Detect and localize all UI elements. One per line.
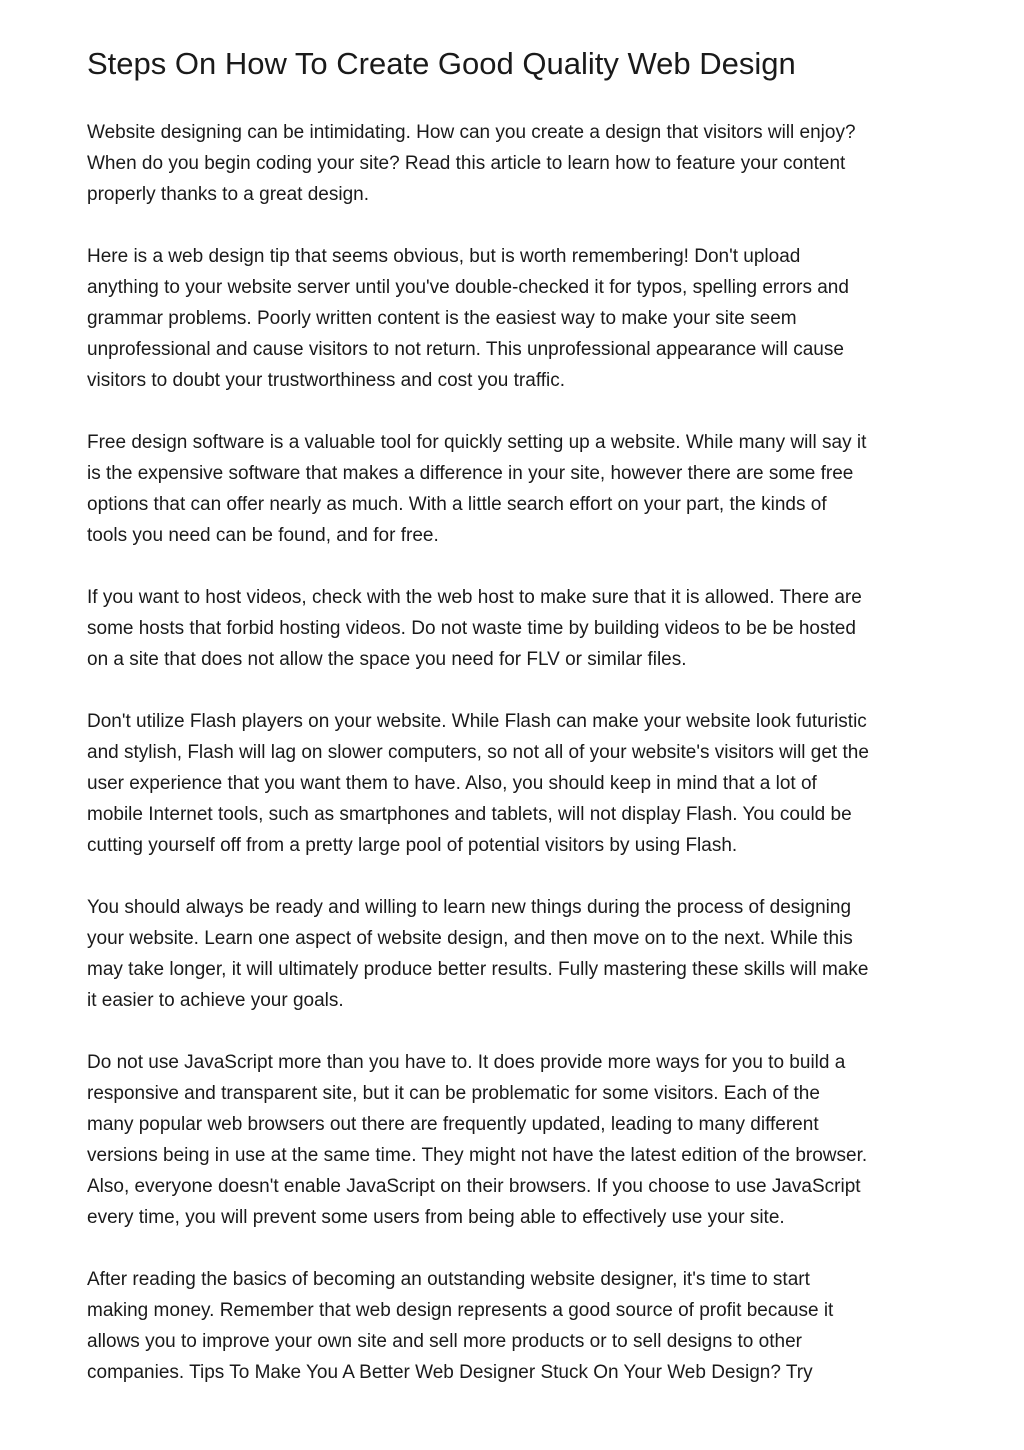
text-line: and stylish, Flash will lag on slower computers, so not all of your website's visitors will get the — [87, 742, 869, 763]
text-line: Also, everyone doesn't enable JavaScript on their browsers. If you choose to use JavaScript — [87, 1176, 861, 1197]
text-line: many popular web browsers out there are frequently updated, leading to many different — [87, 1114, 819, 1135]
text-line: You should always be ready and willing to learn new things during the process of designing — [87, 897, 852, 918]
paragraph-free-software — [87, 427, 947, 551]
paragraph-proofread-tip — [87, 241, 947, 396]
text-line: unprofessional and cause visitors to not return. This unprofessional appearance will cause — [87, 339, 844, 360]
text-line: Free design software is a valuable tool for quickly setting up a website. While many will say it — [87, 432, 867, 453]
document-body — [87, 117, 947, 1388]
text-line: Don't utilize Flash players on your website. While Flash can make your website look futuristic — [87, 711, 867, 732]
text-line: may take longer, it will ultimately produce better results. Fully mastering these skills will make — [87, 959, 869, 980]
text-line: on a site that does not allow the space you need for FLV or similar files. — [87, 649, 687, 670]
text-line: anything to your website server until you've double-checked it for typos, spelling errors and — [87, 277, 849, 298]
text-line: versions being in use at the same time. They might not have the latest edition of the browser. — [87, 1145, 868, 1166]
paragraph-intro — [87, 117, 947, 210]
text-line: properly thanks to a great design. — [87, 184, 370, 205]
text-line: making money. Remember that web design represents a good source of profit because it — [87, 1300, 834, 1321]
text-line: it easier to achieve your goals. — [87, 990, 344, 1011]
text-line: If you want to host videos, check with the web host to make sure that it is allowed. There are — [87, 587, 862, 608]
text-line: Here is a web design tip that seems obvious, but is worth remembering! Don't upload — [87, 246, 801, 267]
text-line: every time, you will prevent some users from being able to effectively use your site. — [87, 1207, 785, 1228]
text-line: companies. Tips To Make You A Better Web Designer Stuck On Your Web Design? Try — [87, 1362, 813, 1383]
text-line: your website. Learn one aspect of website design, and then move on to the next. While this — [87, 928, 853, 949]
text-line: cutting yourself off from a pretty large pool of potential visitors by using Flash. — [87, 835, 738, 856]
text-line: When do you begin coding your site? Read this article to learn how to feature your content — [87, 153, 846, 174]
text-line: responsive and transparent site, but it can be problematic for some visitors. Each of the — [87, 1083, 820, 1104]
paragraph-host-videos — [87, 582, 947, 675]
text-line: Do not use JavaScript more than you have to. It does provide more ways for you to build a — [87, 1052, 846, 1073]
document-page — [87, 44, 947, 1419]
text-line: options that can offer nearly as much. With a little search effort on your part, the kinds of — [87, 494, 827, 515]
text-line: is the expensive software that makes a difference in your site, however there are some free — [87, 463, 854, 484]
text-line: After reading the basics of becoming an outstanding website designer, it's time to start — [87, 1269, 810, 1290]
text-line: user experience that you want them to have. Also, you should keep in mind that a lot of — [87, 773, 817, 794]
paragraph-javascript — [87, 1047, 947, 1233]
text-line: mobile Internet tools, such as smartphones and tablets, will not display Flash. You could be — [87, 804, 852, 825]
text-line: some hosts that forbid hosting videos. Do not waste time by building videos to be be hosted — [87, 618, 856, 639]
text-line: tools you need can be found, and for free. — [87, 525, 439, 546]
text-line: allows you to improve your own site and sell more products or to sell designs to other — [87, 1331, 802, 1352]
page-title: Steps On How To Create Good Quality Web Design — [87, 46, 796, 81]
paragraph-flash — [87, 706, 947, 861]
paragraph-conclusion — [87, 1264, 947, 1388]
text-line: Website designing can be intimidating. How can you create a design that visitors will enjoy? — [87, 122, 856, 143]
paragraph-learning — [87, 892, 947, 1016]
text-line: visitors to doubt your trustworthiness and cost you traffic. — [87, 370, 566, 391]
text-line: grammar problems. Poorly written content is the easiest way to make your site seem — [87, 308, 797, 329]
